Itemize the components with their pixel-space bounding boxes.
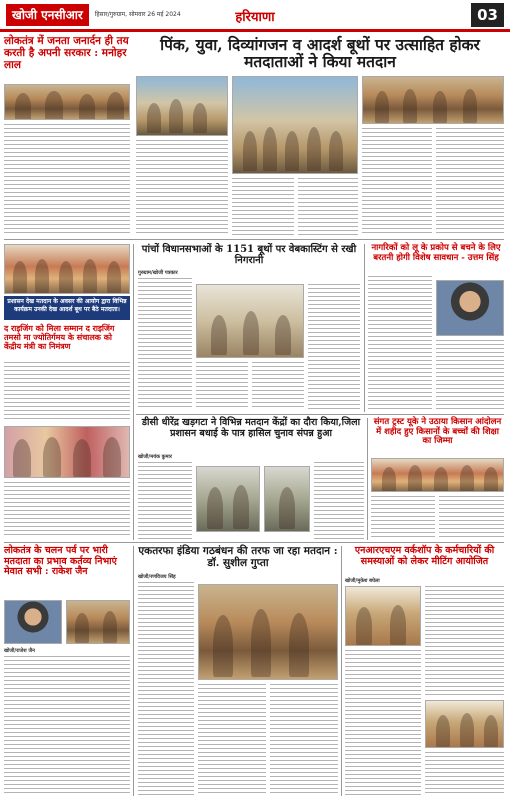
photo-dc-polling-centre [196,466,260,532]
text-women-group [4,482,130,538]
divider-mid [136,414,504,415]
text-rakesh-jain [4,656,130,796]
headline-main-banner: पिंक, युवा, दिव्यांगजन व आदर्श बूथों पर उत्साहित होकर मतदाताओं ने किया मतदान [160,35,480,72]
text-banner-col1 [136,140,228,236]
text-nhm-col3 [425,752,504,796]
byline-webcasting: गुरुग्राम/खोजी पत्रकार [138,270,178,276]
text-nhm-col2 [345,650,421,796]
text-banner-col3 [298,178,358,236]
column-rule-mid [364,244,365,412]
text-heatwave-col2 [436,340,504,412]
byline-nhm-workshop: खोजी/मुकेश बघेला [345,578,380,584]
photo-voters-line [362,76,504,124]
text-sangat-col2 [439,496,504,540]
headline-manohar-lal: लोकतंत्र में जनता जनार्दन ही तय करती है अपनी सरकार : मनोहर लाल [4,35,129,71]
photo-dc-inspection [264,466,310,532]
text-gupta-col2 [198,684,266,796]
text-dc-col2 [314,462,364,540]
masthead [0,0,510,32]
text-heatwave-col1 [368,276,432,412]
photo-webcasting-room [196,284,304,358]
headline-sangat-trust: संगत ट्रस्ट यूके ने उठाया किसान आंदोलन में शहीद हुए किसानों के बच्चों की शिक्षा का जिम्मा [373,417,502,447]
column-rule-bottom-left [133,546,134,796]
date-line: हिसार/गुरुग्राम, सोमवार 26 मई 2024 [94,11,181,18]
headline-heatwave: नागरिकों को लू के प्रकोप से बचने के लिए बरतनी होगी विशेष सावधान - उत्तम सिंह [371,243,501,263]
photo-nhm-staff [425,700,504,748]
headline-nhm-workshop: एनआरएचएम वर्कशॉप के कर्मचारियों की समस्याओं को लेकर मीटिंग आयोजित [354,545,495,567]
photo-pink-booth [136,76,228,136]
photo-polling-station-queue [232,76,358,174]
headline-rakesh-jain: लोकतंत्र के चलन पर्व पर भारी मतदाता का प्रभाव कर्तव्य निभाएं मेवात सभी : राकेश जैन [4,545,117,578]
section-title: हरियाणा [235,10,275,25]
text-gupta-col3 [270,684,338,796]
text-rising-honor [4,362,130,422]
divider-top [4,239,504,240]
text-nhm-col1 [425,586,504,696]
headline-dc-visit: डीसी धीरेंद्र खड़गटा ने विभिन्न मतदान केंद्रों का दौरा किया,जिला प्रशासन बधाई के पात्र हासिल चुनाव संपन्न हुआ [141,417,361,439]
headline-rising-honor: द राइजिंग को मिला सम्मान द राइजिंग तमसो मा ज्योतिर्गमय के संचालक को केंद्रीय मंत्री का निमंत्रण [4,323,115,351]
text-sangat-col1 [371,496,435,540]
text-gupta-col1 [138,582,194,796]
text-manohar-lal [4,124,130,236]
column-rule-left [133,244,134,540]
headline-webcasting: पांचों विधानसभाओं के 1151 बूथों पर वेबकास्टिंग से रखी निगरानी [141,244,357,267]
text-webcasting-col3 [252,362,304,410]
caption-model-booth: प्रशासन देख मतदान के अवसर की आयोग द्वारा विभिन्न कार्यक्रम उनकी देख आदर्श बूथ पर बैठे मतदाता। [4,296,130,320]
text-banner-col2 [232,178,294,236]
text-webcasting-col2 [196,362,248,410]
text-webcasting-col4 [308,284,360,410]
byline-dc-visit: खोजी/मयंक कुमार [138,454,172,460]
column-rule-bottom-mid [341,546,342,796]
text-webcasting-col1 [138,278,192,410]
byline-rakesh-jain: खोजी/राजेश जैन [4,648,35,654]
photo-model-booth [4,244,130,294]
photo-manohar-lal-rally [4,84,130,120]
photo-jain-event [66,600,130,644]
photo-sangat-trust [371,458,504,492]
text-banner-col5 [436,128,504,236]
photo-women-group [4,426,130,478]
page-number: 03 [471,3,504,27]
photo-sushil-gupta-voting [198,584,338,680]
column-rule-right [367,418,368,540]
text-banner-col4 [362,128,432,236]
photo-rakesh-jain [4,600,62,644]
photo-uttam-singh [436,280,504,336]
divider-lower [4,542,504,543]
photo-nhm-meeting [345,586,421,646]
headline-sushil-gupta: एकतरफा इंडिया गठबंधन की तरफ जा रहा मतदान : डॉ. सुशील गुप्ता [138,545,338,569]
text-dc-col1 [138,462,192,540]
newspaper-brand: खोजी एनसीआर [6,4,89,26]
byline-sushil-gupta: खोजी/रणविजय सिंह [138,574,176,580]
